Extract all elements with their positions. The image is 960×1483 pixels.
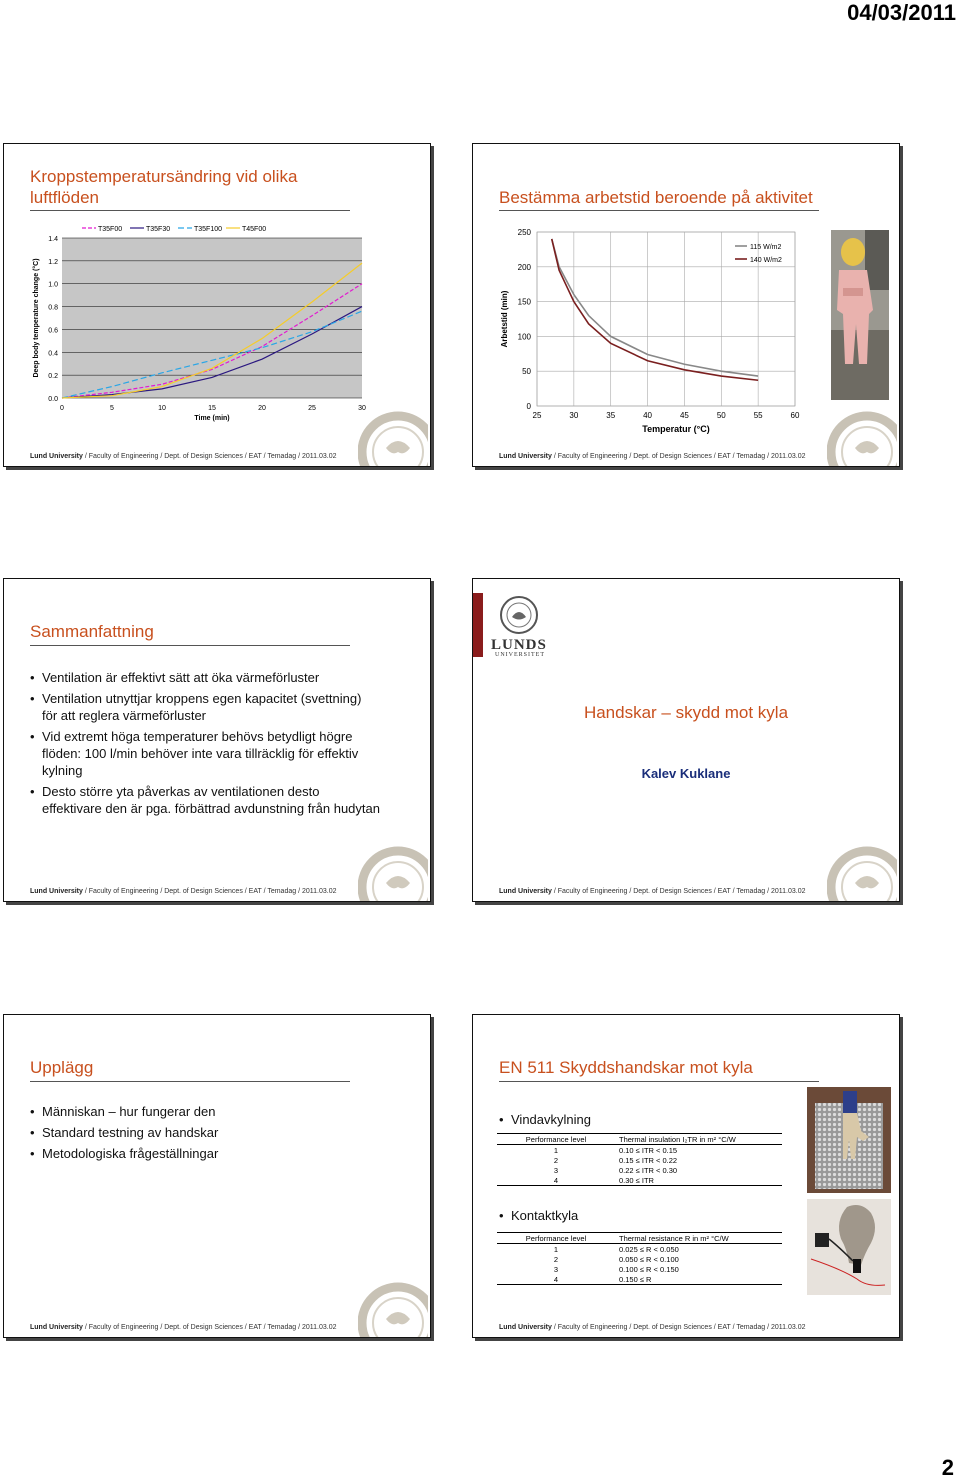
slide-footer: Lund University / Faculty of Engineering / Dept. of Design Sciences / EAT / Temadag / 2011.03.02 (499, 453, 806, 460)
y-tick-label: 0.8 (48, 304, 58, 312)
legend-label: 115 W/m2 (750, 244, 782, 251)
slide-footer: Lund University / Faculty of Engineering / Dept. of Design Sciences / EAT / Temadag / 2011.03.02 (499, 888, 806, 895)
logo-subtitle: UNIVERSITET (495, 652, 545, 658)
title-divider (30, 645, 350, 646)
x-tick-label: 25 (532, 411, 542, 420)
y-tick-label: 0 (526, 402, 531, 411)
slide-title: Upplägg (30, 1058, 94, 1077)
title-divider (499, 210, 819, 211)
slide-title: Bestämma arbetstid beroende på aktivitet (499, 188, 813, 207)
slide-body-temp (3, 143, 431, 467)
y-tick-label: 1.4 (48, 236, 58, 243)
slide-title: EN 511 Skyddshandskar mot kyla (499, 1058, 753, 1077)
table-row: 3 0.100 ≤ R < 0.150 (553, 1264, 679, 1274)
outline-bullet-list (30, 1103, 380, 1166)
university-seal-icon (358, 839, 428, 901)
wind-heading: • Vindavkylning (499, 1111, 699, 1132)
x-tick-label: 25 (308, 405, 316, 412)
presentation-title: Handskar – skydd mot kyla (583, 703, 789, 722)
slide-outline (3, 1014, 431, 1338)
slide-en511 (472, 1014, 900, 1338)
slide-title-page (472, 578, 900, 902)
hand-test-photo (807, 1087, 891, 1193)
x-tick-label: 55 (753, 411, 763, 420)
y-tick-label: 150 (517, 297, 531, 307)
slide-footer: Lund University / Faculty of Engineering / Dept. of Design Sciences / EAT / Temadag / 2011.03.02 (499, 1324, 806, 1331)
university-seal-icon (358, 1275, 428, 1337)
table-row: 4 0.150 ≤ R (497, 1274, 782, 1285)
summary-bullet-list (30, 669, 380, 821)
x-tick-label: 50 (716, 411, 726, 420)
slide-title: Kroppstemperatursändring vid olika luftflöden (30, 167, 298, 207)
page-number: 2 (941, 1455, 954, 1480)
y-axis-label: Deep body temperature change (°C) (33, 258, 40, 378)
legend-label: T35F00 (98, 226, 123, 233)
slide-footer: Lund University / Faculty of Engineering / Dept. of Design Sciences / EAT / Temadag / 2011.03.02 (30, 453, 337, 460)
legend-label: T35F100 (194, 226, 223, 233)
work-time-chart (473, 220, 803, 442)
x-tick-label: 15 (208, 405, 216, 412)
y-tick-label: 50 (522, 367, 531, 377)
y-tick-label: 1.0 (48, 281, 58, 289)
x-tick-label: 5 (110, 405, 114, 412)
table-row: 3 0.22 ≤ ITR < 0.30 (553, 1165, 678, 1175)
legend-label: T45F00 (242, 226, 267, 233)
slide-summary (3, 578, 431, 902)
y-tick-label: 0.2 (48, 373, 58, 381)
slide-title: Sammanfattning (30, 622, 154, 641)
slide-footer: Lund University / Faculty of Engineering / Dept. of Design Sciences / EAT / Temadag / 2011.03.02 (30, 888, 337, 895)
protective-suit-photo (831, 230, 889, 400)
table-row: 2 0.050 ≤ R < 0.100 (553, 1254, 679, 1264)
y-axis-label: Arbetstid (min) (500, 290, 509, 348)
university-logo-icon (499, 595, 539, 635)
title-divider (30, 1081, 350, 1082)
bullet-item: • Ventilation är effektivt sätt att öka värmeförluster (30, 669, 380, 686)
slide-footer: Lund University / Faculty of Engineering / Dept. of Design Sciences / EAT / Temadag / 2011.03.02 (30, 1324, 337, 1331)
author-name: Kalev Kuklane (641, 766, 731, 781)
page-date: 04/03/2011 (847, 0, 956, 25)
x-tick-label: 20 (258, 405, 266, 412)
x-tick-label: 60 (790, 411, 800, 420)
y-tick-label: 0.4 (48, 350, 58, 358)
wind-insulation-table: Performance level Thermal insulation I₂TR in m² °C/W 1 0.10 ≤ ITR < 0.15 2 0.15 ≤ ITR < 0.22 3 0.22 ≤ ITR < 0.30 4 0.30 ≤ ITR (497, 1133, 782, 1186)
x-tick-label: 30 (358, 405, 366, 412)
legend-label: T35F30 (146, 226, 171, 233)
plot-area (62, 238, 362, 398)
bullet-item: • Standard testning av handskar (30, 1124, 380, 1141)
legend-label: 140 W/m2 (750, 257, 782, 264)
x-tick-label: 0 (60, 405, 64, 412)
y-tick-label: 0.6 (48, 327, 58, 335)
x-tick-label: 30 (569, 411, 579, 420)
y-tick-label: 1.2 (48, 258, 58, 266)
brand-bar (473, 593, 483, 657)
table-row: 2 0.15 ≤ ITR < 0.22 (553, 1155, 678, 1165)
table-row: 4 0.30 ≤ ITR (497, 1175, 782, 1186)
bullet-item: • Vid extremt höga temperaturer behövs betydligt högre flöden: 100 l/min behöver inte vara tillräcklig för effektiv kylning (30, 728, 380, 779)
x-tick-label: 40 (643, 411, 653, 420)
logo-wordmark: LUNDS (491, 637, 547, 653)
contact-resistance-table: Performance level Thermal resistance R in m² °C/W 1 0.025 ≤ R < 0.050 2 0.050 ≤ R < 0.100 3 0.100 ≤ R < 0.150 4 0.150 ≤ R (497, 1232, 782, 1285)
x-axis-label: Temperatur (°C) (642, 424, 710, 434)
y-tick-label: 250 (517, 228, 531, 237)
bullet-item: • Metodologiska frågeställningar (30, 1145, 380, 1162)
bullet-item: • Människan – hur fungerar den (30, 1103, 380, 1120)
x-axis-label: Time (min) (194, 415, 230, 422)
table-row: 1 0.025 ≤ R < 0.050 (553, 1244, 679, 1254)
university-seal-icon (827, 839, 897, 901)
y-tick-label: 200 (517, 262, 531, 272)
y-tick-label: 0.0 (48, 396, 58, 403)
bullet-item: • Ventilation utnyttjar kroppens egen kapacitet (svettning) för att reglera värmeförluster (30, 690, 380, 724)
x-tick-label: 10 (158, 405, 166, 412)
university-seal-icon (358, 404, 428, 466)
university-seal-icon (827, 404, 897, 466)
slide-work-time (472, 143, 900, 467)
contact-heading: • Kontaktkyla (499, 1207, 699, 1228)
x-tick-label: 45 (679, 411, 689, 420)
title-divider (30, 210, 350, 211)
y-tick-label: 100 (517, 332, 531, 342)
table-row: 1 0.10 ≤ ITR < 0.15 (553, 1145, 678, 1155)
x-tick-label: 35 (606, 411, 616, 420)
title-divider (499, 1081, 819, 1082)
glove-contact-photo (807, 1199, 891, 1295)
bullet-item: • Desto större yta påverkas av ventilationen desto effektivare den är pga. förbättrad avdunstning från hudytan (30, 783, 380, 817)
